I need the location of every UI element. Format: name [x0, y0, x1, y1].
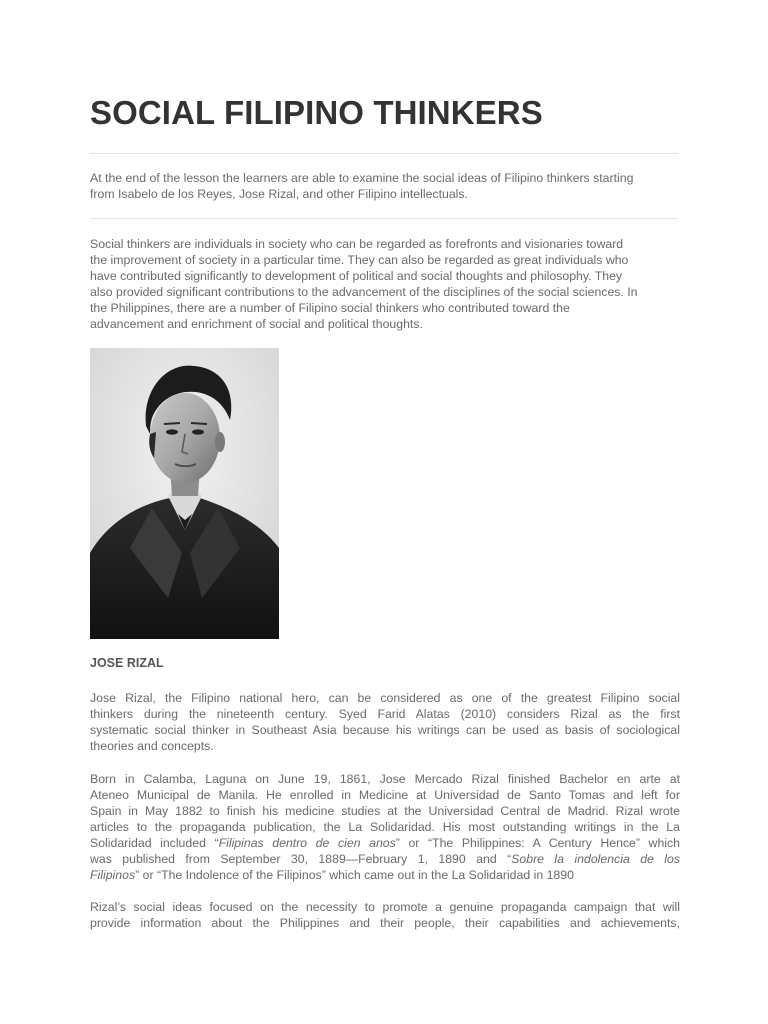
divider: [90, 153, 678, 154]
text-line: have contributed significantly to development of political and social thoughts and philosophy. They: [90, 269, 623, 283]
book-title-filipinas: Filipinas dentro de cien anos: [218, 836, 396, 850]
text-line: Spain in May 1882 to finish his medicine studies at the Universidad Central de Madrid. Rizal wrote: [90, 804, 680, 818]
book-title-sobre-cont: Filipinos: [90, 868, 136, 882]
text-run: Solidaridad included “: [90, 836, 219, 850]
text-line: Social thinkers are individuals in society who can be regarded as forefronts and visionaries toward: [90, 237, 624, 251]
text-line: [90, 835, 680, 851]
rizal-intro-paragraph: [90, 690, 680, 754]
text-line: Ateneo Municipal de Manila. He enrolled in Medicine at Universidad de Santo Tomas and left for: [90, 788, 680, 802]
text-line: articles to the propaganda publication, the La Solidaridad. His most outstanding writings in the La: [90, 820, 680, 834]
text-line: the improvement of society in a particular time. They can also be regarded as great individuals who: [90, 253, 629, 267]
portrait-illustration: [90, 348, 279, 639]
intro-paragraph: [90, 170, 680, 202]
rizal-ideas-paragraph: [90, 899, 680, 931]
text-line: the Philippines, there are a number of Filipino social thinkers who contributed toward the: [90, 301, 570, 315]
text-line: At the end of the lesson the learners are able to examine the social ideas of Filipino thinkers starting: [90, 171, 634, 185]
text-line: advancement and enrichment of social and political thoughts.: [90, 317, 423, 331]
rizal-biography-paragraph: [90, 771, 680, 883]
text-line: systematic social thinker in Southeast Asia because his writings can be used as basis of sociological: [90, 723, 680, 737]
text-run: ” or “The Philippines: A Century Hence” which: [395, 836, 680, 850]
text-line: Rizal’s social ideas focused on the necessity to promote a genuine propaganda campaign that will: [90, 900, 680, 914]
text-line: Born in Calamba, Laguna on June 19, 1861, Jose Mercado Rizal finished Bachelor en arte at: [90, 772, 680, 786]
text-line: Jose Rizal, the Filipino national hero, can be considered as one of the greatest Filipino social: [90, 691, 680, 705]
text-line: provide information about the Philippines and their people, their capabilities and achievements,: [90, 916, 680, 930]
text-line: from Isabelo de los Reyes, Jose Rizal, and other Filipino intellectuals.: [90, 187, 468, 201]
text-run: was published from September 30, 1889—February 1, 1890 and “: [90, 852, 512, 866]
text-line: [90, 867, 680, 883]
text-line: also provided significant contributions to the advancement of the disciplines of the social sciences. In: [90, 285, 638, 299]
text-run: ” or “The Indolence of the Filipinos” which came out in the La Solidaridad in 1890: [135, 868, 574, 882]
divider: [90, 218, 678, 219]
section-heading-jose-rizal: JOSE RIZAL: [90, 656, 164, 670]
jose-rizal-portrait: [90, 348, 279, 639]
page-title: SOCIAL FILIPINO THINKERS: [90, 94, 543, 131]
text-line: [90, 851, 680, 867]
text-line: thinkers during the nineteenth century. Syed Farid Alatas (2010) considers Rizal as the first: [90, 707, 680, 721]
book-title-sobre: Sobre la indolencia de los: [511, 852, 681, 866]
text-line: theories and concepts.: [90, 739, 214, 753]
definition-paragraph: [90, 236, 680, 332]
